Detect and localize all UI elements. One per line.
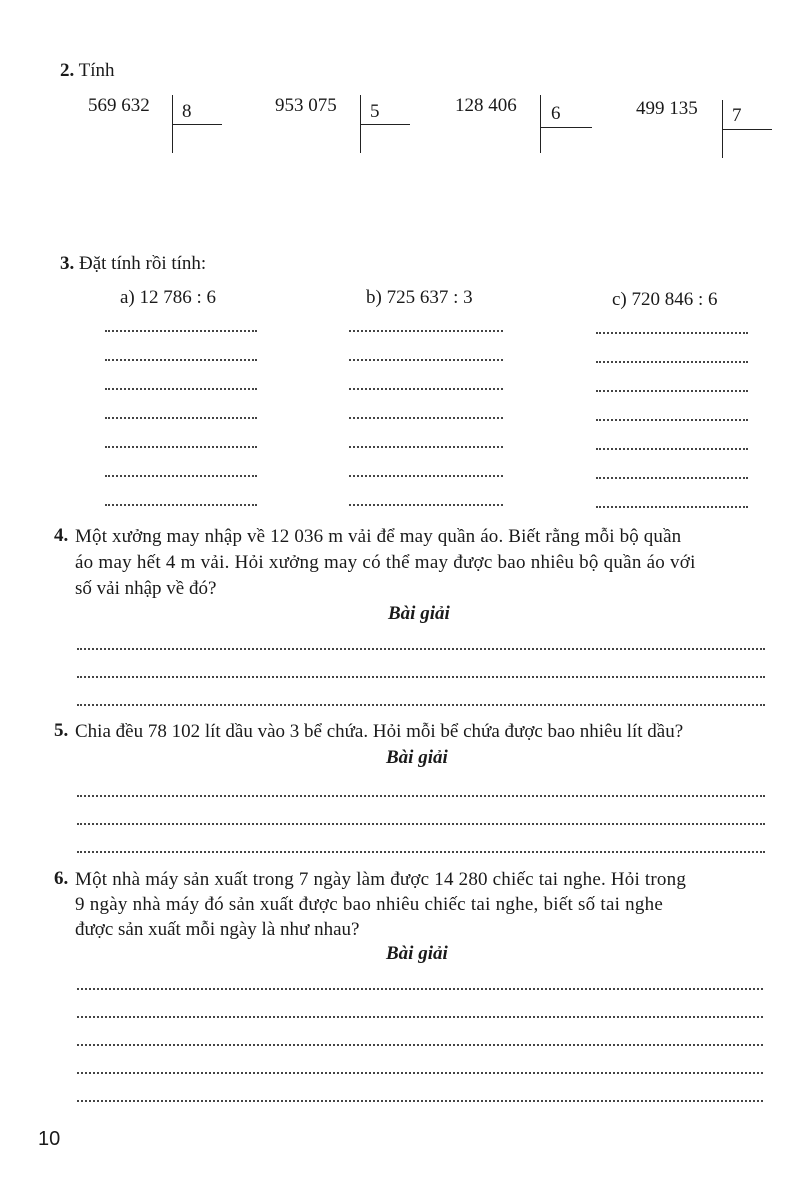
answer-line[interactable]: [105, 475, 257, 477]
q2-number: 2.: [60, 60, 75, 81]
answer-line[interactable]: [77, 1044, 763, 1046]
answer-line[interactable]: [77, 823, 765, 825]
answer-line[interactable]: [77, 988, 763, 990]
q2-divisor-4: 7: [732, 105, 742, 126]
answer-line[interactable]: [77, 676, 765, 678]
q2-divisor-2: 5: [370, 101, 380, 122]
answer-line[interactable]: [105, 446, 257, 448]
q6-number: 6.: [54, 868, 69, 889]
answer-line[interactable]: [349, 475, 503, 477]
answer-line[interactable]: [105, 359, 257, 361]
answer-line[interactable]: [349, 504, 503, 506]
q5-solution-heading: Bài giải: [386, 747, 448, 768]
q6-text-line-3: được sản xuất mỗi ngày là như nhau?: [75, 919, 360, 940]
q4-text-line-3: số vải nhập về đó?: [75, 578, 217, 599]
answer-line[interactable]: [77, 704, 765, 706]
q2-hline-4: [722, 129, 772, 130]
answer-line[interactable]: [596, 477, 748, 479]
q3-number: 3.: [60, 253, 75, 274]
q2-vline-3: [540, 95, 541, 153]
page-number: 10: [38, 1128, 61, 1150]
q4-solution-heading: Bài giải: [388, 603, 450, 624]
q6-text-line-2: 9 ngày nhà máy đó sản xuất được bao nhiêu chiếc tai nghe, biết số tai nghe: [75, 894, 664, 915]
q2-dividend-2: 953 075: [275, 95, 337, 116]
q3-part-b-label: b) 725 637 : 3: [366, 287, 473, 308]
answer-line[interactable]: [596, 390, 748, 392]
q2-title: Tính: [78, 60, 115, 81]
q5-number: 5.: [54, 720, 69, 741]
q2-dividend-1: 569 632: [88, 95, 150, 116]
answer-line[interactable]: [349, 417, 503, 419]
q3-part-a-label: a) 12 786 : 6: [120, 287, 217, 308]
answer-line[interactable]: [349, 446, 503, 448]
answer-line[interactable]: [596, 332, 748, 334]
q5-text: Chia đều 78 102 lít dầu vào 3 bể chứa. Hỏi mỗi bể chứa được bao nhiêu lít dầu?: [75, 721, 684, 742]
answer-line[interactable]: [596, 419, 748, 421]
q2-dividend-3: 128 406: [455, 95, 517, 116]
q6-solution-heading: Bài giải: [386, 943, 448, 964]
q2-hline-2: [360, 124, 410, 125]
answer-line[interactable]: [349, 388, 503, 390]
q2-divisor-3: 6: [551, 103, 561, 124]
q2-hline-3: [540, 127, 592, 128]
answer-line[interactable]: [105, 388, 257, 390]
answer-line[interactable]: [77, 1100, 763, 1102]
answer-line[interactable]: [77, 1072, 763, 1074]
q6-text-line-1: Một nhà máy sản xuất trong 7 ngày làm được 14 280 chiếc tai nghe. Hỏi trong: [75, 869, 687, 890]
q4-text-line-1: Một xưởng may nhập về 12 036 m vải để may quần áo. Biết rằng mỗi bộ quần: [75, 526, 682, 547]
q2-dividend-4: 499 135: [636, 98, 698, 119]
answer-line[interactable]: [349, 359, 503, 361]
answer-line[interactable]: [77, 648, 765, 650]
q3-part-c-label: c) 720 846 : 6: [612, 289, 718, 310]
answer-line[interactable]: [596, 506, 748, 508]
q2-divisor-1: 8: [182, 101, 192, 122]
answer-line[interactable]: [77, 851, 765, 853]
answer-line[interactable]: [105, 504, 257, 506]
q3-title: Đặt tính rồi tính:: [79, 253, 207, 274]
answer-line[interactable]: [105, 417, 257, 419]
answer-line[interactable]: [105, 330, 257, 332]
answer-line[interactable]: [77, 1016, 763, 1018]
q2-heading: [60, 60, 115, 82]
q4-text-line-2: áo may hết 4 m vải. Hỏi xưởng may có thể may được bao nhiêu bộ quần áo với: [75, 552, 696, 573]
answer-line[interactable]: [77, 795, 765, 797]
answer-line[interactable]: [596, 448, 748, 450]
answer-line[interactable]: [349, 330, 503, 332]
q2-hline-1: [172, 124, 222, 125]
q3-heading: [60, 253, 206, 275]
answer-line[interactable]: [596, 361, 748, 363]
q4-number: 4.: [54, 525, 69, 546]
